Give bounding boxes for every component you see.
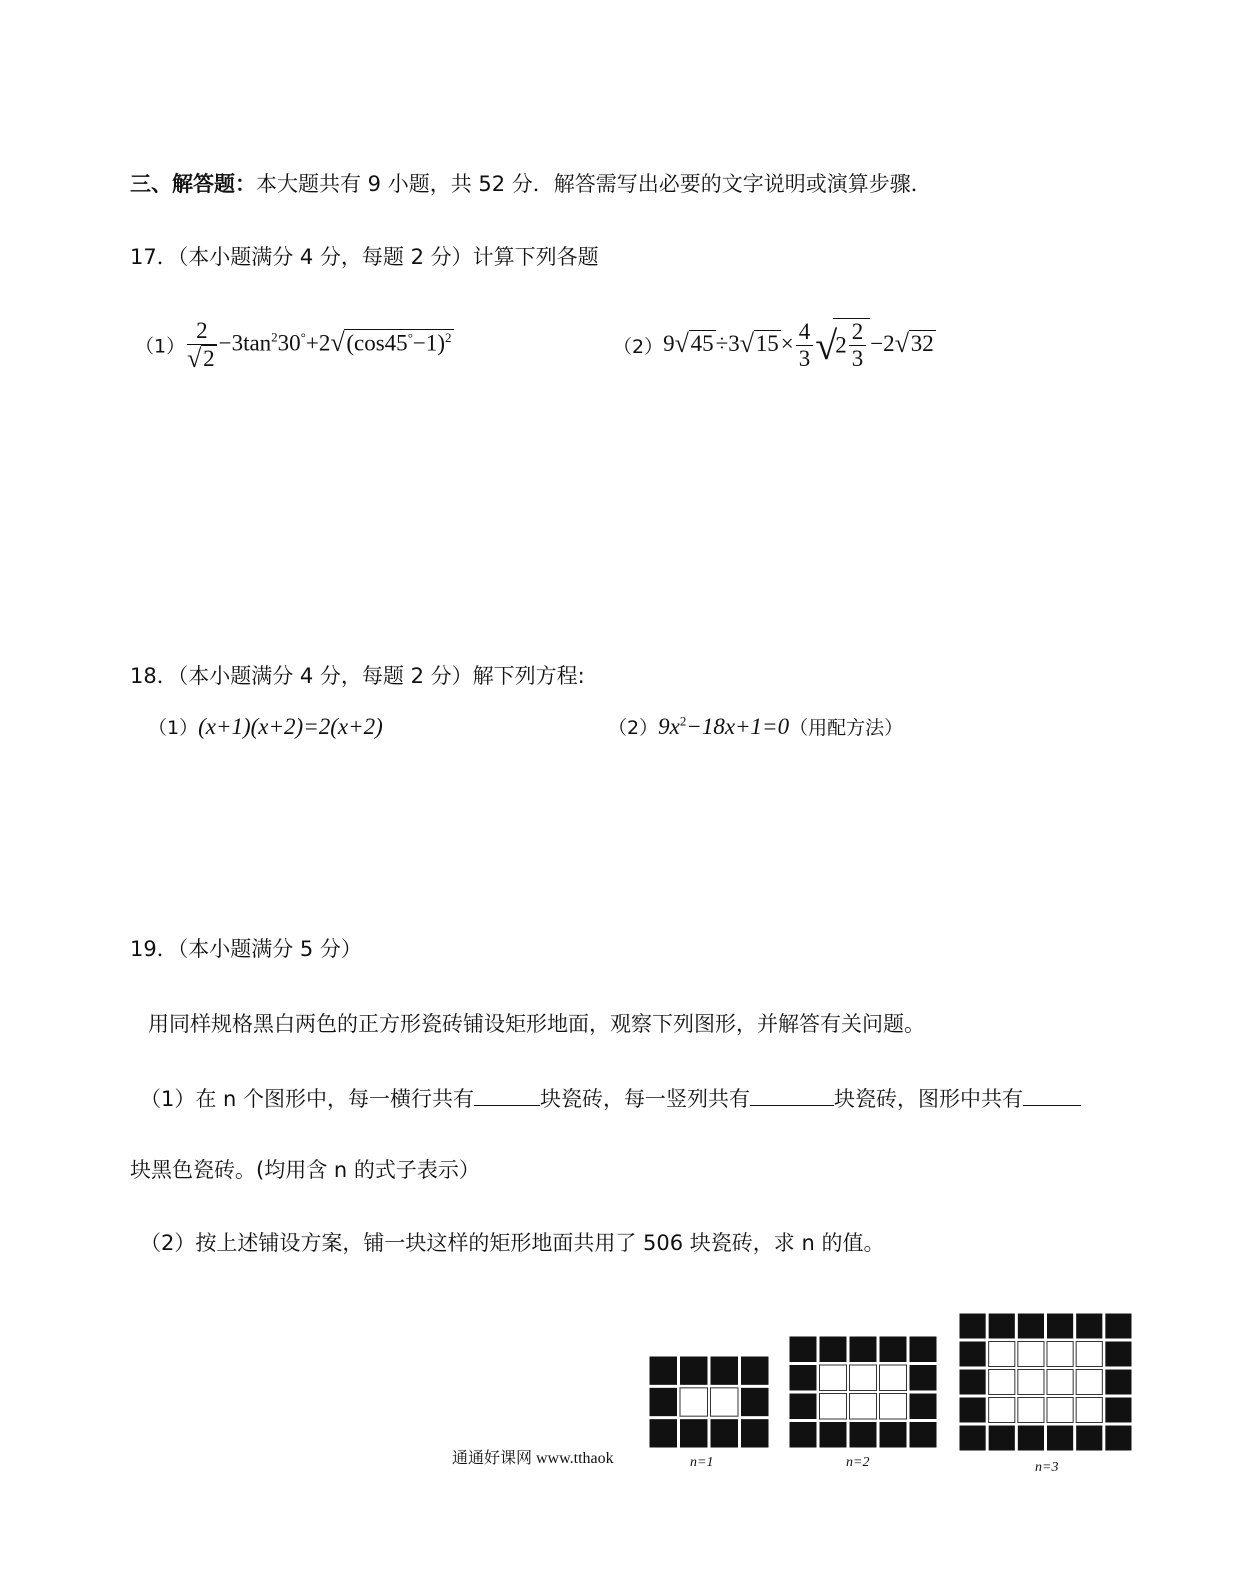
white-tile [1076, 1370, 1102, 1395]
black-tile [790, 1422, 817, 1448]
black-tile [910, 1337, 937, 1363]
white-tile [1076, 1342, 1102, 1367]
black-tile [960, 1426, 986, 1451]
black-tile [910, 1422, 937, 1448]
q18-part2-eq-a: 9x [658, 714, 680, 739]
q17-part1-frac-den: 2 [203, 346, 215, 371]
q17-part2-rad3-int: 2 [835, 332, 847, 358]
q17-part2-rad1: 45 [690, 330, 714, 356]
q17-part2-rad3-den: 3 [851, 346, 864, 371]
q17-part2-div: ÷3 [715, 330, 740, 356]
white-tile [880, 1365, 907, 1391]
black-tile [741, 1388, 769, 1416]
q18-part1-equation [148, 713, 383, 740]
white-tile [1076, 1398, 1102, 1423]
q17-part2-rad2: 15 [755, 330, 779, 356]
black-tile [650, 1388, 678, 1416]
black-tile [850, 1337, 877, 1363]
q17-part1-plus: +2 [305, 330, 331, 356]
black-tile [820, 1337, 847, 1363]
q17-part2-fraction [796, 319, 814, 372]
q17-part2-frac-den: 3 [798, 346, 811, 371]
black-tile [711, 1357, 739, 1385]
black-tile [1018, 1314, 1044, 1339]
black-tile [1047, 1426, 1073, 1451]
q17-part2-sqrt1: √ 45 [674, 328, 714, 358]
black-tile [741, 1357, 769, 1385]
black-tile [1047, 1314, 1073, 1339]
q19-blank-row-count [474, 1083, 540, 1106]
figure-caption-n2: n=2 [846, 1455, 870, 1470]
q19-intro: 用同样规格黑白两色的正方形瓷砖铺设矩形地面，观察下列图形，并解答有关问题。 [148, 1012, 925, 1036]
q19-blank-column-count [750, 1083, 834, 1106]
q19-part1-text-c: 块瓷砖，图形中共有 [834, 1087, 1024, 1111]
white-tile [820, 1394, 847, 1420]
black-tile [1105, 1314, 1131, 1339]
white-tile [880, 1394, 907, 1420]
q17-part2-expression [613, 318, 936, 372]
q17-part1-rad-deg: ° [407, 329, 413, 345]
white-tile [989, 1370, 1015, 1395]
q18-part2-sup: 2 [679, 713, 687, 729]
q17-part1-sup: 2 [271, 329, 278, 345]
section-heading-label: 三、解答题： [130, 172, 256, 196]
black-tile [650, 1357, 678, 1385]
black-tile [1105, 1426, 1131, 1451]
q17-part1-label: （1） [135, 335, 186, 358]
q17-part2-coef: 9 [663, 330, 675, 356]
black-tile [960, 1342, 986, 1367]
white-tile [989, 1398, 1015, 1423]
q17-part1-fraction: 2 √ 2 [187, 318, 215, 373]
black-tile [1018, 1426, 1044, 1451]
q19-part2: （2）按上述铺设方案，铺一块这样的矩形地面共用了 506 块瓷砖，求 n 的值。 [140, 1231, 885, 1255]
black-tile [1076, 1426, 1102, 1451]
white-tile [989, 1342, 1015, 1367]
black-tile [989, 1426, 1015, 1451]
q17-part1-rad-a: (cos45 [346, 330, 408, 356]
black-tile [989, 1314, 1015, 1339]
q18-part2-eq-b: −18x+1=0 [686, 714, 790, 739]
tile-figure-n3 [958, 1312, 1133, 1452]
q17-part2-times: × [780, 330, 794, 356]
q18-part2-label: （2） [608, 717, 659, 739]
q17-part2-minus: −2 [870, 330, 895, 356]
white-tile [711, 1388, 739, 1416]
q18-part2-note: （用配方法） [789, 717, 904, 739]
black-tile [711, 1419, 739, 1447]
black-tile [680, 1419, 708, 1447]
black-tile [741, 1419, 769, 1447]
black-tile [850, 1422, 877, 1448]
tile-figure-n1 [648, 1355, 770, 1449]
white-tile [1018, 1342, 1044, 1367]
q17-part1-frac-num: 2 [187, 318, 217, 345]
black-tile [880, 1337, 907, 1363]
black-tile [960, 1314, 986, 1339]
section-heading [130, 170, 932, 198]
q17-part1-expression [135, 318, 454, 372]
white-tile [680, 1388, 708, 1416]
black-tile [960, 1398, 986, 1423]
black-tile [790, 1394, 817, 1420]
q19-part1-line2: 块黑色瓷砖。(均用含 n 的式子表示） [130, 1158, 480, 1182]
q17-part2-label: （2） [613, 336, 664, 358]
q17-part2-sqrt2: √ 15 [739, 328, 779, 358]
q17-part2-rad3-num: 2 [849, 319, 867, 346]
section-heading-text: 本大题共有 9 小题，共 52 分．解答需写出必要的文字说明或演算步骤． [256, 172, 932, 196]
q18-part2-equation [608, 713, 903, 740]
black-tile [880, 1422, 907, 1448]
white-tile [1018, 1370, 1044, 1395]
q19-title: 19．（本小题满分 5 分） [130, 937, 362, 961]
q17-part1-rad-b: −1) [412, 330, 446, 356]
q17-title: 17．（本小题满分 4 分，每题 2 分）计算下列各题 [130, 245, 599, 269]
white-tile [820, 1365, 847, 1391]
q17-part1-sqrt: √ $(\cos 45^\circ-1)^2$ [330, 328, 452, 358]
q18-part1-label: （1） [148, 717, 199, 739]
figure-caption-n3: n=3 [1035, 1460, 1059, 1475]
q19-part1-text-a: （1）在 n 个图形中，每一横行共有 [140, 1087, 475, 1111]
black-tile [1076, 1314, 1102, 1339]
black-tile [1105, 1342, 1131, 1367]
q18-part1-eq: (x+1)(x+2)=2(x+2) [198, 714, 383, 739]
black-tile [820, 1422, 847, 1448]
black-tile [790, 1337, 817, 1363]
white-tile [1047, 1342, 1073, 1367]
q17-part2-frac-num: 4 [796, 319, 814, 346]
black-tile [910, 1394, 937, 1420]
q17-part2-sqrt4: √ 32 [894, 328, 934, 358]
q17-part1-angle: 30 [277, 330, 301, 356]
q17-part1-tan: −3tan [218, 330, 272, 356]
black-tile [680, 1357, 708, 1385]
q19-part1-text-b: 块瓷砖，每一竖列共有 [540, 1087, 751, 1111]
q17-part1-rad-sup: 2 [445, 329, 452, 345]
q19-blank-black-count [1023, 1083, 1081, 1106]
tile-figure-n2 [788, 1335, 938, 1449]
black-tile [1105, 1370, 1131, 1395]
black-tile [650, 1419, 678, 1447]
white-tile [1018, 1398, 1044, 1423]
white-tile [1047, 1370, 1073, 1395]
black-tile [790, 1365, 817, 1391]
q17-part1-deg: ° [300, 329, 306, 345]
white-tile [1047, 1398, 1073, 1423]
q18-title: 18．（本小题满分 4 分，每题 2 分）解下列方程: [130, 664, 585, 688]
q19-part1-line1 [140, 1083, 1081, 1113]
figure-caption-n1: n=1 [690, 1455, 714, 1470]
black-tile [1105, 1398, 1131, 1423]
q17-part2-rad4: 32 [910, 330, 934, 356]
footer-watermark: 通通好课网 www.tthaok [452, 1450, 614, 1467]
white-tile [850, 1394, 877, 1420]
black-tile [960, 1370, 986, 1395]
q17-part2-sqrt3: √ 2 $\frac{2}{3}$ [815, 318, 870, 372]
black-tile [910, 1365, 937, 1391]
white-tile [850, 1365, 877, 1391]
